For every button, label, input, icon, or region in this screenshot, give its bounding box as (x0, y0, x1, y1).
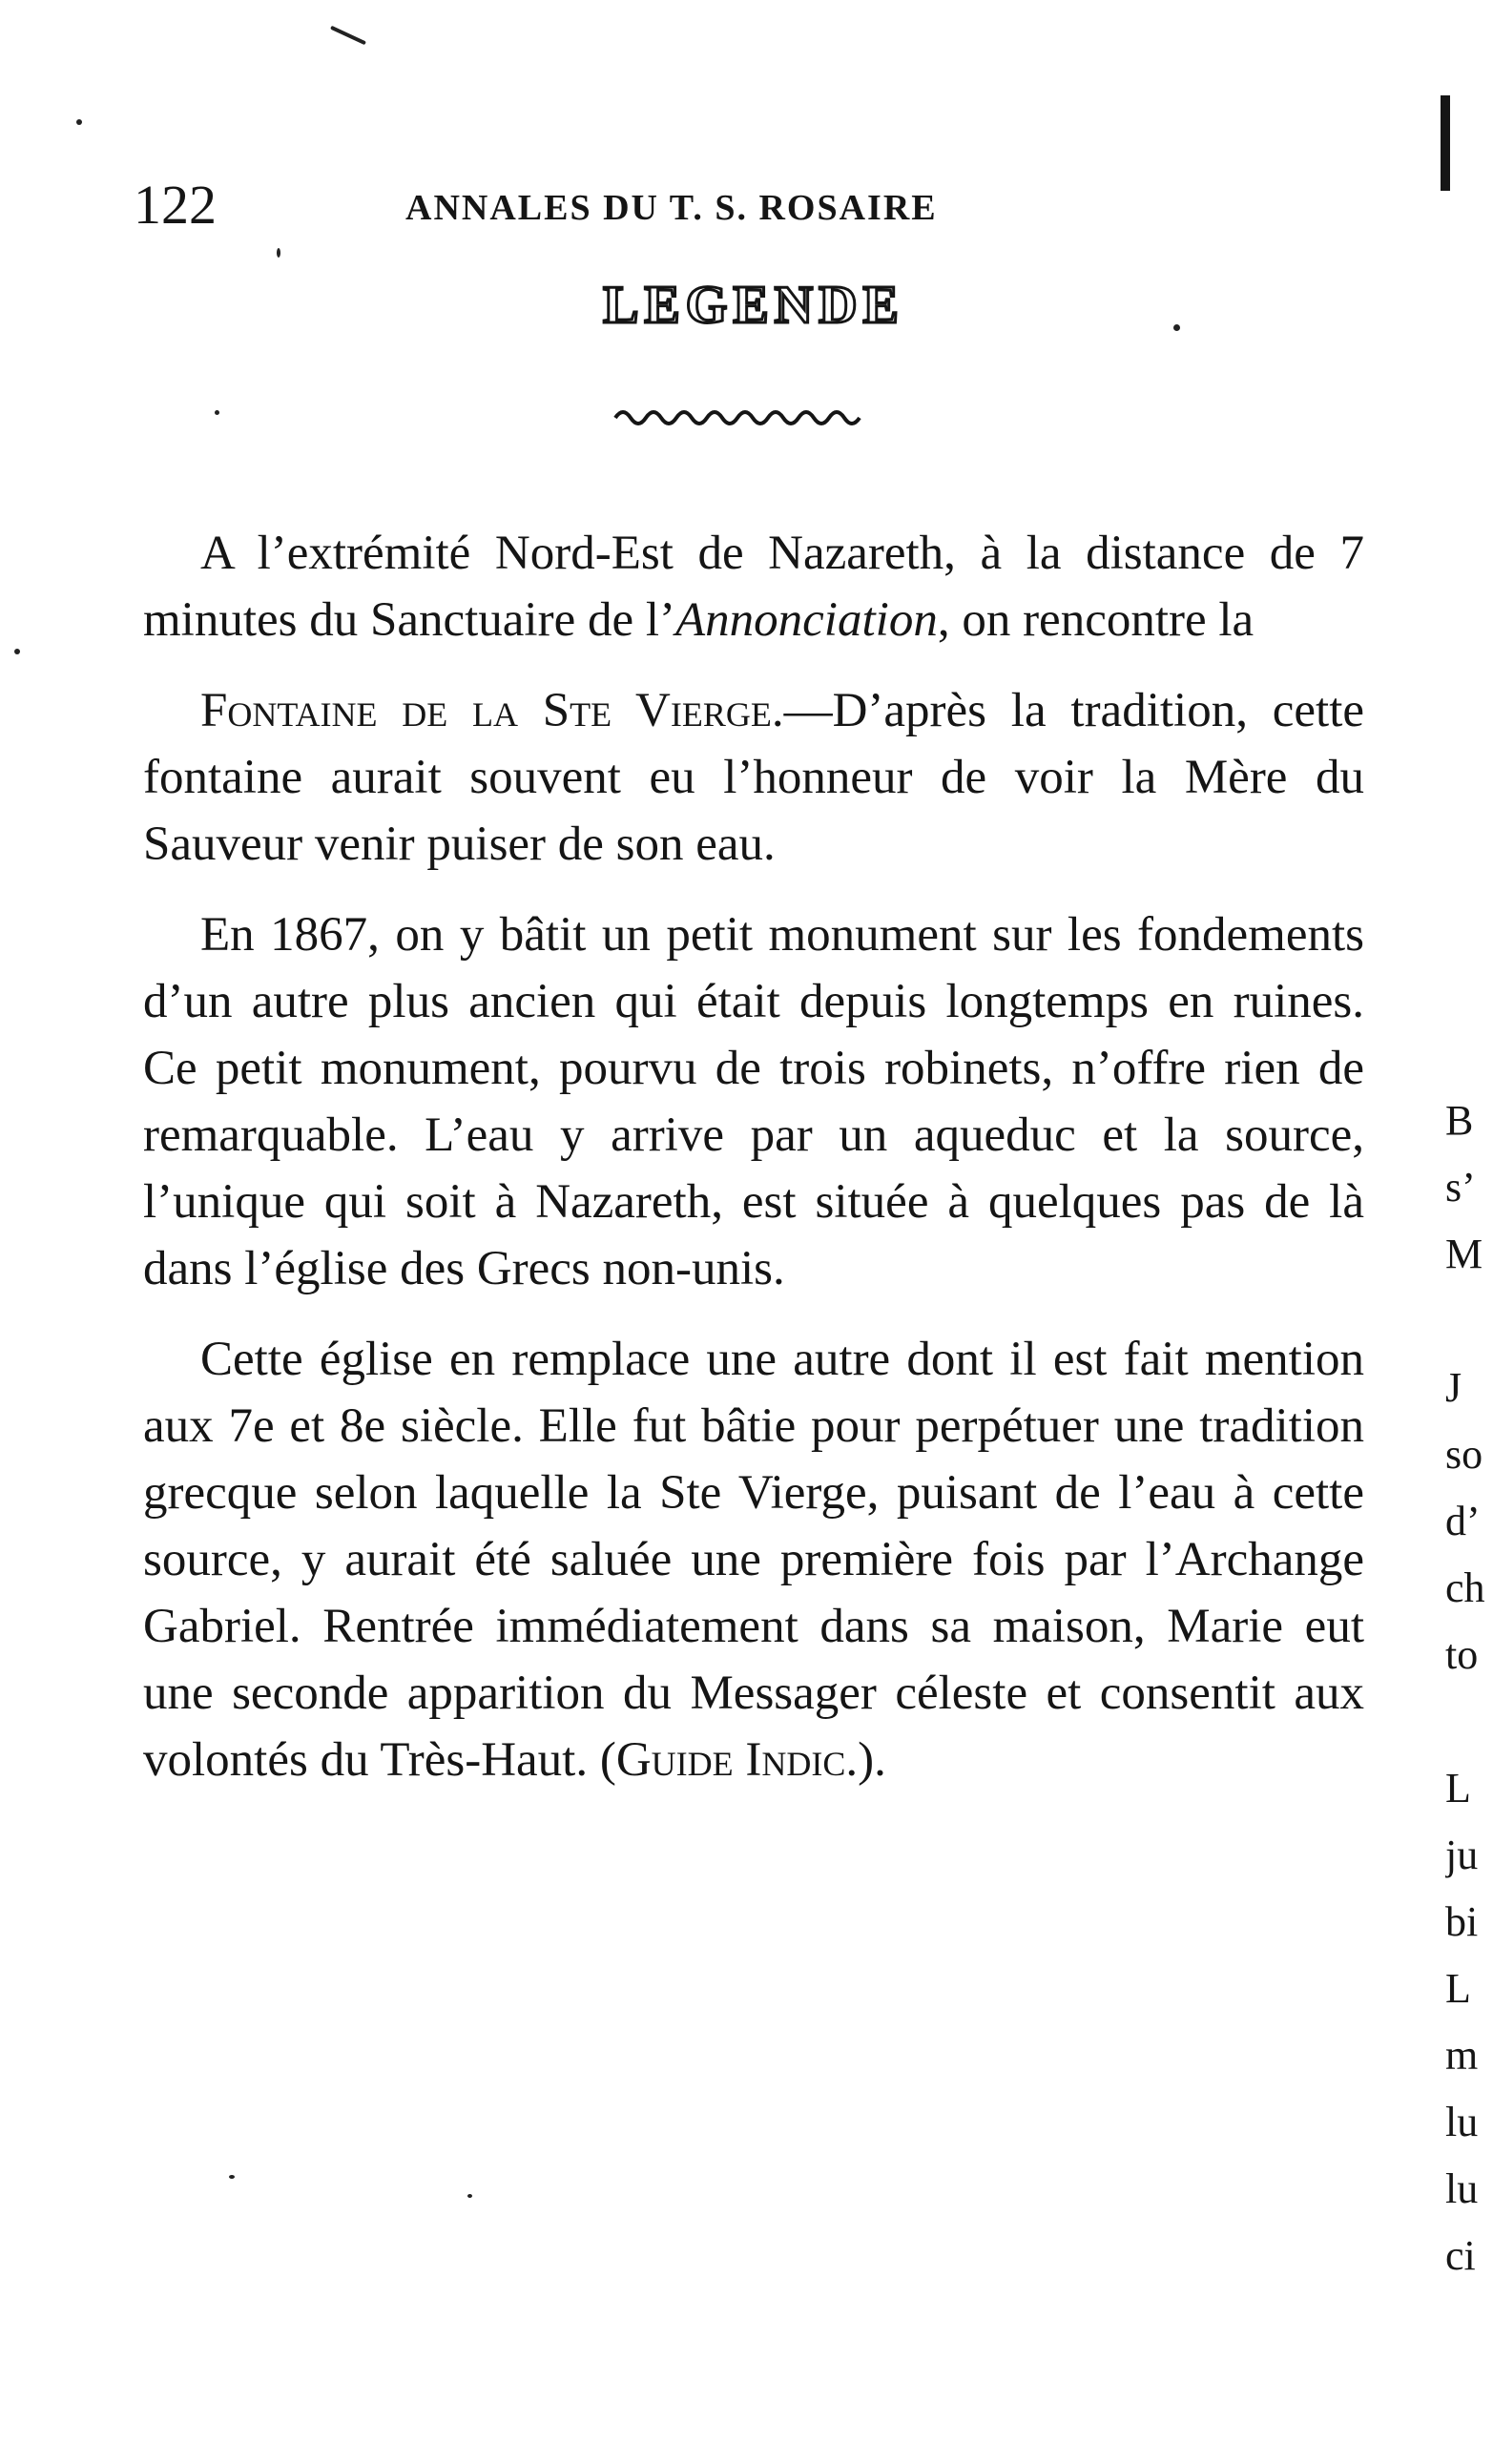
facing-page-fragment: s’ (1445, 1164, 1476, 1211)
scan-speck (215, 410, 219, 415)
page-number: 122 (134, 174, 217, 236)
facing-page-fragment: to (1445, 1631, 1479, 1678)
facing-page-fragment: B (1445, 1097, 1474, 1144)
scan-speck (467, 2194, 472, 2198)
wavy-ornament (611, 401, 878, 429)
text-run: ). (858, 1733, 886, 1787)
facing-page-fragment (1445, 1288, 1493, 1355)
page-header (134, 172, 1374, 238)
text-run: Cette église en remplace une autre dont il est fait mention aux 7e et 8e siècle. Elle fut bâtie pour perpétuer une tradition grecque selon laquelle la Ste Vierge, puisant de l’eau à cette source, y aurait été saluée une première fois par l’Archange Gabriel. Rentrée immédiatement dans sa maison, Marie eut une seconde apparition du Messager céleste et consentit aux volontés du Très-Haut. ( (143, 1333, 1364, 1787)
text-run: Fontaine de la Ste Vierge. (200, 684, 784, 737)
facing-page-fragment: so (1445, 1431, 1483, 1478)
facing-page-fragment: ch (1445, 1564, 1485, 1611)
facing-page-fragment: ci (1445, 2232, 1476, 2279)
facing-page-fragments (1445, 1087, 1493, 2289)
facing-page-fragment: L (1445, 1765, 1471, 1812)
text-run: A l’extrémité Nord-Est de Nazareth, à la distance de 7 minutes du Sanctuaire de l’ (143, 527, 1364, 647)
paragraph (143, 1326, 1364, 1793)
body-text (143, 520, 1364, 1817)
facing-page-fragment: bi (1445, 1898, 1479, 1945)
facing-page-fragment: m (1445, 2032, 1479, 2079)
scan-speck (76, 119, 82, 125)
text-run: Guide Indic. (615, 1733, 859, 1787)
running-head: ANNALES DU T. S. ROSAIRE (405, 188, 938, 228)
facing-page-fragment: L (1445, 1965, 1471, 2012)
facing-page-fragment: ju (1445, 1832, 1479, 1878)
facing-page-fragment: J (1445, 1364, 1462, 1411)
facing-page-fragment: M (1445, 1231, 1483, 1277)
paragraph (143, 677, 1364, 878)
page-edge-mark (1441, 95, 1450, 191)
text-run: Annonciation (675, 593, 938, 647)
scan-speck (277, 248, 280, 258)
paragraph (143, 520, 1364, 653)
scan-speck (330, 26, 366, 46)
facing-page-fragment (1445, 1688, 1493, 1755)
text-run: En 1867, on y bâtit un petit monument sur les fondements d’un autre plus ancien qui était depuis longtemps en ruines. Ce petit monument, pourvu de trois robinets, n’offre rien de remarquable. L’eau y arrive par un aqueduc et la source, l’unique qui soit à Nazareth, est située à quelques pas de là dans l’église des Grecs non-unis. (143, 908, 1364, 1295)
text-run: , on rencontre la (937, 593, 1255, 647)
facing-page-fragment: lu (1445, 2099, 1479, 2145)
facing-page-fragment: d’ (1445, 1498, 1481, 1544)
section-title: LEGENDE (603, 276, 904, 335)
scan-speck (14, 649, 20, 654)
scan-speck (1173, 324, 1180, 331)
paragraph (143, 901, 1364, 1302)
text-run: —D’après la tradition, cette fontaine aurait souvent eu l’honneur de voir la Mère du Sauveur venir puiser de son eau. (143, 684, 1364, 871)
facing-page-fragment: lu (1445, 2165, 1479, 2212)
scan-speck (229, 2175, 235, 2179)
